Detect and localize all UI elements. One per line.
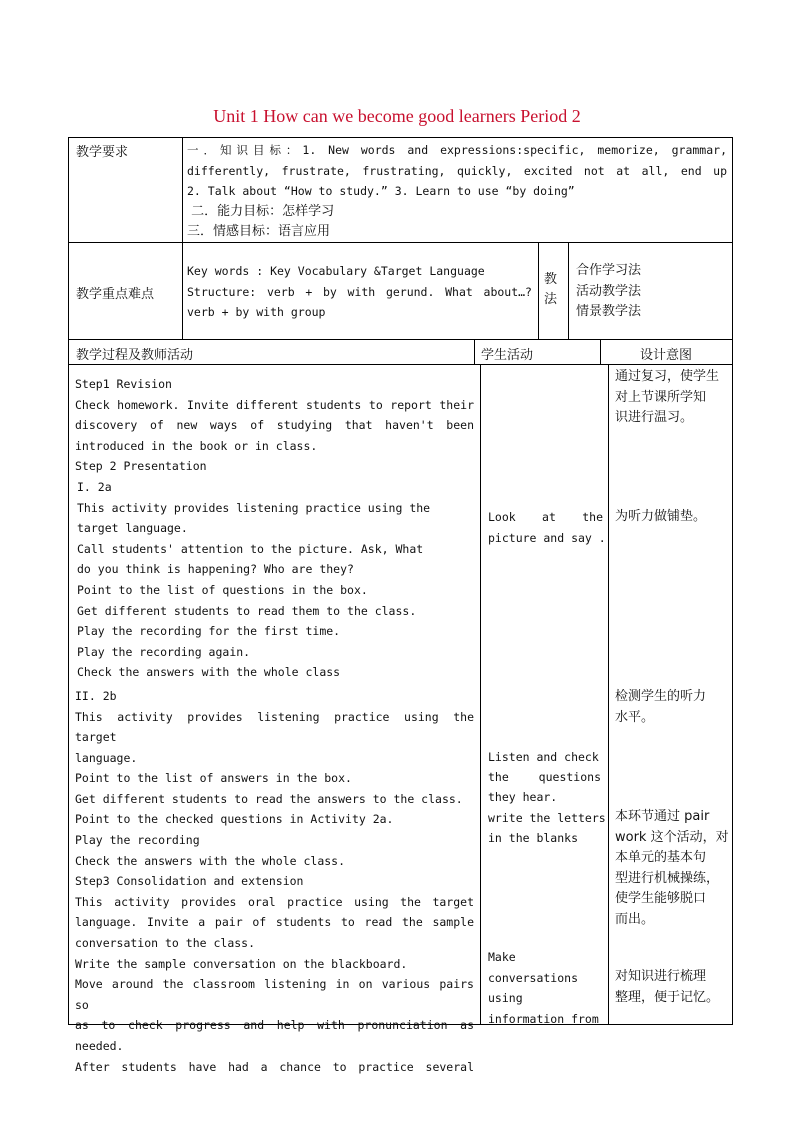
header-teacher-activity: 教学过程及教师活动 — [76, 348, 194, 363]
teacher-line-31: After students have had a chance to practice several — [75, 1059, 474, 1074]
teacher-line-29: Move around the classroom listening in on various pairs so — [75, 977, 474, 1012]
student-line: picture and say . — [488, 530, 606, 545]
teacher-line-12: Get different students to read them to the class. — [77, 603, 417, 618]
teacher-line-11: Point to the list of questions in the box. — [77, 582, 368, 597]
student-line: conversations — [488, 970, 579, 985]
intent-line: 本环节通过 pair — [615, 809, 710, 824]
student-line: Make — [488, 950, 516, 964]
intent-line: 为听力做铺垫。 — [615, 509, 707, 524]
teacher-line-25: This activity provides oral practice using the target — [75, 894, 474, 909]
intent-line: 对知识进行梳理 — [615, 969, 707, 984]
teacher-line-27: conversation to the class. — [75, 936, 256, 951]
student-line: write the letters — [488, 810, 606, 825]
intent-line: work 这个活动，对 — [615, 829, 729, 845]
requirements-line-5: 三．情感目标：语言应用 — [187, 224, 331, 239]
teacher-line-26: language. Invite a pair of students to read the sample — [75, 915, 474, 930]
student-line: in the blanks — [488, 830, 579, 845]
teacher-line-5: Step 2 Presentation — [75, 459, 207, 474]
teacher-line-22: Play the recording — [75, 833, 200, 848]
process-header-row — [68, 339, 733, 365]
teacher-activity-column — [75, 374, 474, 1077]
student-activity-block-2 — [488, 747, 606, 848]
method-list — [576, 261, 641, 323]
intent-line: 整理，便于记忆。 — [615, 989, 720, 1005]
student-activity-block-3 — [488, 947, 603, 1029]
teacher-line-3: discovery of new ways of studying that haven't been — [75, 418, 474, 433]
teacher-line-24: Step3 Consolidation and extension — [75, 874, 304, 889]
teacher-line-6: I. 2a — [77, 479, 112, 494]
design-intent-block-4 — [615, 807, 731, 931]
design-intent-block-5 — [615, 967, 731, 1008]
teacher-line-10: do you think is happening? Who are they? — [77, 562, 354, 577]
intent-line: 通过复习，使学生 — [615, 369, 720, 384]
design-intent-block-2 — [615, 507, 731, 528]
requirements-row — [68, 137, 733, 243]
teacher-line-14: Play the recording again. — [77, 644, 251, 659]
key-points-row — [68, 242, 733, 340]
key-points-content — [187, 261, 532, 323]
teacher-line-2: Check homework. Invite different students to report their — [75, 397, 474, 412]
header-design-intent: 设计意图 — [639, 348, 692, 363]
teacher-line-13: Play the recording for the first time. — [77, 624, 341, 639]
teacher-line-21: Point to the checked questions in Activity 2a. — [75, 812, 394, 827]
student-line: Listen and check — [488, 750, 599, 764]
method-label: 教法 — [544, 272, 558, 307]
intent-line: 而出。 — [615, 911, 655, 927]
student-line: they hear. — [488, 790, 558, 805]
method-item-3: 情景教学法 — [576, 304, 642, 320]
teacher-line-20: Get different students to read the answers to the class. — [75, 791, 463, 806]
key-points-line-1: Key words : Key Vocabulary &Target Language — [187, 264, 485, 278]
key-points-line-3: verb + by with group — [187, 305, 326, 320]
key-points-label: 教学重点难点 — [76, 287, 155, 302]
teacher-line-1: Step1 Revision — [75, 377, 172, 391]
requirements-label: 教学要求 — [76, 145, 129, 160]
requirements-line-3: 2. Talk about “How to study.” 3. Learn to use “by doing” — [187, 184, 575, 198]
process-body-row — [68, 364, 733, 1074]
intent-line: 水平。 — [615, 709, 655, 725]
student-activity-block-1 — [488, 507, 606, 548]
intent-line: 识进行温习。 — [615, 410, 694, 425]
teacher-line-28: Write the sample conversation on the blackboard. — [75, 956, 408, 971]
requirements-content — [187, 140, 727, 243]
teacher-line-16: II. 2b — [75, 688, 117, 703]
student-line: information from — [488, 1011, 599, 1026]
teacher-line-23: Check the answers with the whole class. — [75, 853, 346, 868]
requirements-line-2: differently, frustrate, frustrating, quickly, excited not at all, end up — [187, 163, 727, 178]
student-line: using — [488, 991, 523, 1006]
intent-line: 本单元的基本句 — [615, 850, 707, 866]
teacher-line-17: This activity provides listening practice using the target — [75, 709, 474, 745]
key-points-line-2: Structure: verb + by with gerund. What about…? — [187, 284, 532, 299]
teacher-line-9: Call students' attention to the picture. Ask, What — [77, 541, 424, 556]
requirements-line-1: 一．知识目标：1. New words and expressions:specific, memorize, grammar, — [187, 143, 727, 157]
teacher-line-19: Point to the list of answers in the box. — [75, 771, 352, 786]
student-line: the questions — [488, 770, 601, 785]
design-intent-block-3 — [615, 687, 731, 728]
intent-line: 检测学生的听力 — [615, 689, 707, 704]
teacher-line-4: introduced in the book or in class. — [75, 438, 318, 453]
method-item-1: 合作学习法 — [576, 263, 642, 278]
intent-line: 对上节课所学知 — [615, 389, 707, 405]
student-line: Look at the — [488, 510, 603, 524]
design-intent-block-1 — [615, 367, 731, 429]
teacher-line-18: language. — [75, 750, 138, 765]
intent-line: 使学生能够脱口 — [615, 891, 707, 907]
header-student-activity: 学生活动 — [481, 348, 534, 363]
teacher-line-7: This activity provides listening practice using the — [77, 500, 431, 515]
document-title: Unit 1 How can we become good learners Period 2 — [213, 106, 581, 126]
teacher-line-15: Check the answers with the whole class — [77, 665, 341, 680]
teacher-line-8: target language. — [77, 521, 188, 536]
teacher-line-30: as to check progress and help with pronunciation as needed. — [75, 1018, 474, 1053]
method-item-2: 活动教学法 — [576, 283, 642, 299]
intent-line: 型进行机械操练， — [615, 870, 720, 886]
requirements-line-4: 二．能力目标：怎样学习 — [187, 203, 335, 219]
